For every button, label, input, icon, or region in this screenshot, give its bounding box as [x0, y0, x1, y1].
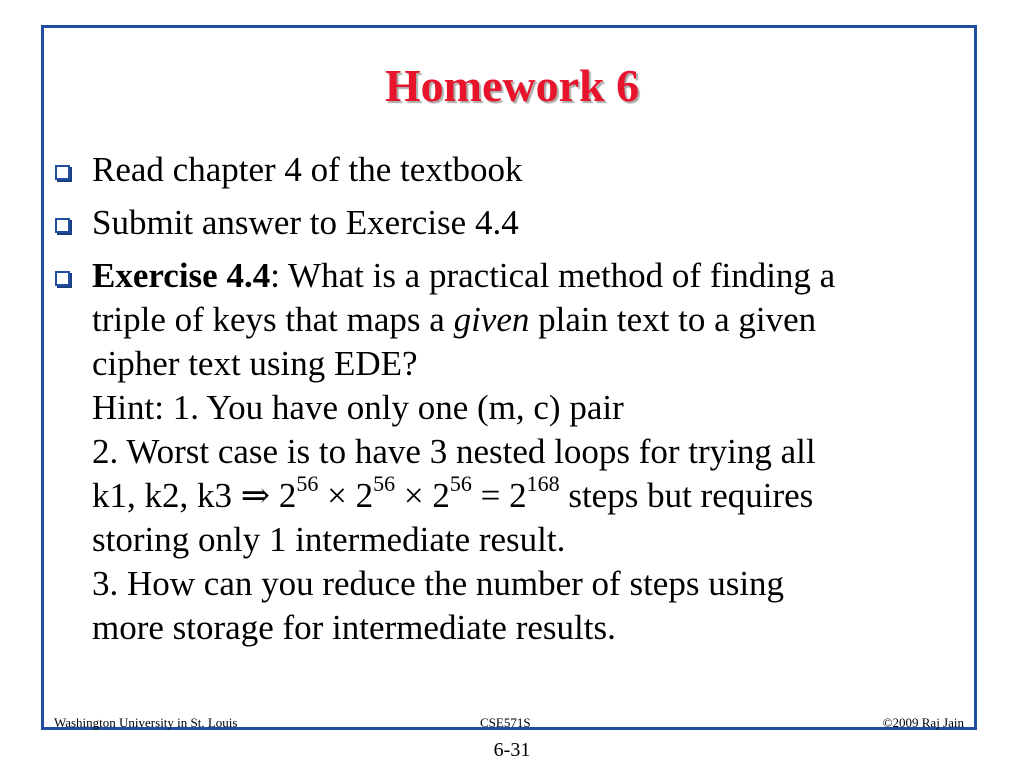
footer-institution: Washington University in St. Louis [54, 715, 238, 730]
square-bullet-icon [55, 271, 70, 286]
bullet-list [92, 148, 960, 659]
exercise-line-3: cipher text using EDE? [92, 344, 418, 383]
exercise-emphasis: given [453, 300, 530, 339]
hint-line-4: storing only 1 intermediate result. [92, 520, 566, 559]
bullet-item-submit-answer [92, 201, 960, 245]
exercise-text: triple of keys that maps a [92, 300, 454, 339]
hint-line-2: 2. Worst case is to have 3 nested loops for trying all [92, 432, 816, 471]
formula-prefix: k1, k2, k3 ⇒ 2 [92, 476, 297, 515]
formula-equals: = 2 [471, 476, 527, 515]
formula-exponent: 56 [373, 471, 396, 497]
formula-line [92, 471, 960, 518]
hint-line-6: more storage for intermediate results. [92, 608, 616, 647]
exercise-label: Exercise 4.4 [92, 256, 271, 295]
exercise-line-2 [92, 298, 960, 342]
footer-course: CSE571S [480, 715, 531, 730]
formula-exponent: 56 [296, 471, 319, 497]
square-bullet-icon [55, 218, 70, 233]
bullet-text: Read chapter 4 of the textbook [92, 150, 523, 189]
formula-times: × 2 [395, 476, 450, 515]
formula-exponent: 168 [526, 471, 560, 497]
square-bullet-icon [55, 165, 70, 180]
formula-exponent: 56 [449, 471, 472, 497]
footer-copyright: ©2009 Raj Jain [882, 715, 964, 730]
bullet-item-exercise [92, 254, 960, 650]
formula-times: × 2 [318, 476, 374, 515]
hint-line-5: 3. How can you reduce the number of steps using [92, 564, 785, 603]
bullet-item-read-chapter [92, 148, 960, 192]
exercise-question-start: : What is a practical method of finding a [270, 256, 836, 295]
page-number: 6-31 [493, 739, 531, 761]
slide-title: Homework 6 [384, 60, 640, 111]
exercise-line-1 [92, 254, 960, 298]
bullet-text: Submit answer to Exercise 4.4 [92, 203, 519, 242]
formula-suffix: steps but requires [559, 476, 814, 515]
hint-line-1: Hint: 1. You have only one (m, c) pair [92, 388, 624, 427]
exercise-text: plain text to a given [529, 300, 817, 339]
